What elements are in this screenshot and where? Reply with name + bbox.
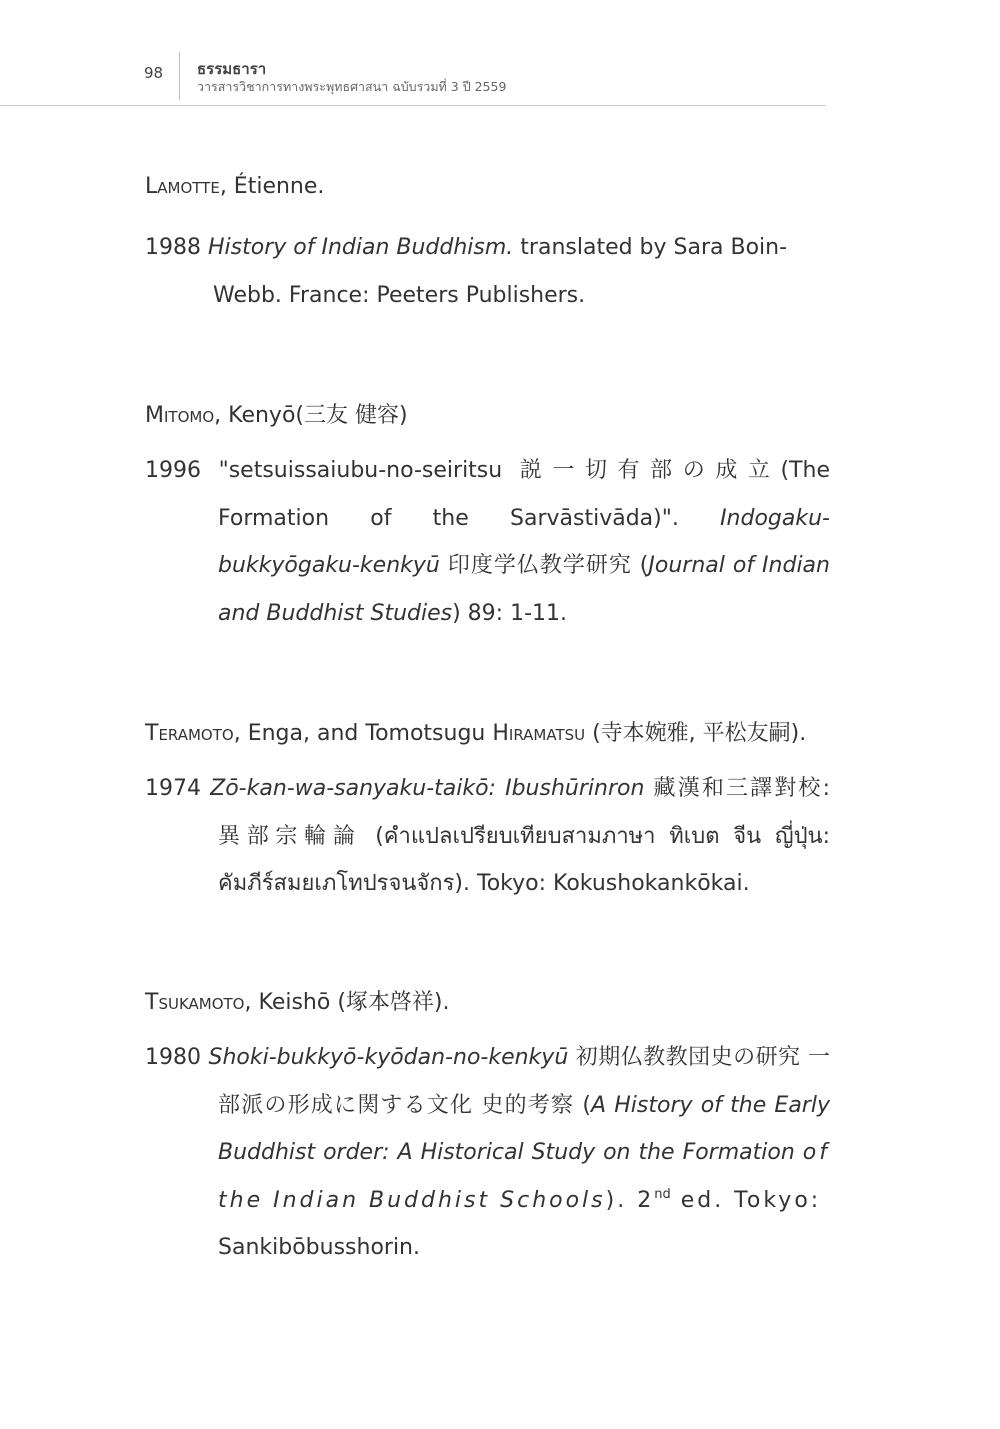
entry-citation-lamotte: 1988 History of Indian Buddhism. translated by Sara Boin- Webb. France: Peeters Publishers.	[145, 235, 788, 308]
entry-author-tsukamoto: Tsukamoto, Keishō (塚本啓祥).	[145, 990, 450, 1015]
journal-subtitle: วารสารวิชาการทางพระพุทธศาสนา ฉบับรวมที่ 3 ปี 2559	[197, 79, 507, 94]
entry-author-lamotte: Lamotte, Étienne.	[145, 174, 325, 199]
page-number: 98	[144, 64, 164, 82]
header-divider	[179, 52, 180, 100]
page-header	[0, 0, 1000, 110]
entry-citation-teramoto: 1974 Zō-kan-wa-sanyaku-taikō: Ibushūrinron 藏漢和三譯對校: 異部宗輪論 (คำแปลเปรียบเทียบสามภาษา ทิเบต จีน ญี่ปุ่น: คัมภีร์สมยเภโทปรจนจักร). Tokyo: Kokushokankōkai.	[145, 776, 830, 896]
entry-author-teramoto: Teramoto, Enga, and Tomotsugu Hiramatsu (寺本婉雅, 平松友嗣).	[145, 721, 807, 746]
entry-citation-tsukamoto: 1980 Shoki-bukkyō-kyōdan-no-kenkyū 初期仏教教団史の研究 一 部派の形成に関する文化 史的考察 (A History of the Early Buddhist order: A Historical Study on the Formation of the Indian Buddhist Schools). 2nd ed. Tokyo: Sankibōbusshorin.	[145, 1045, 830, 1260]
entry-citation-mitomo: 1996 "setsuissaiubu-no-seiritsu 説一切有部の成立(The Formation of the Sarvāstivāda)". Indogaku-bukkyōgaku-kenkyū 印度学仏教学研究 (Journal of Indian and Buddhist Studies) 89: 1-11.	[145, 458, 831, 626]
entry-year: 1996	[145, 458, 201, 483]
entry-title: History of Indian Buddhism.	[208, 235, 514, 260]
entry-year: 1974	[145, 776, 201, 801]
entry-year: 1980	[145, 1045, 201, 1070]
journal-title: ธรรมธารา	[197, 60, 267, 78]
entry-author-mitomo: Mitomo, Kenyō(三友 健容)	[145, 403, 408, 428]
header-rule	[0, 105, 826, 106]
entry-year: 1988	[145, 235, 201, 260]
